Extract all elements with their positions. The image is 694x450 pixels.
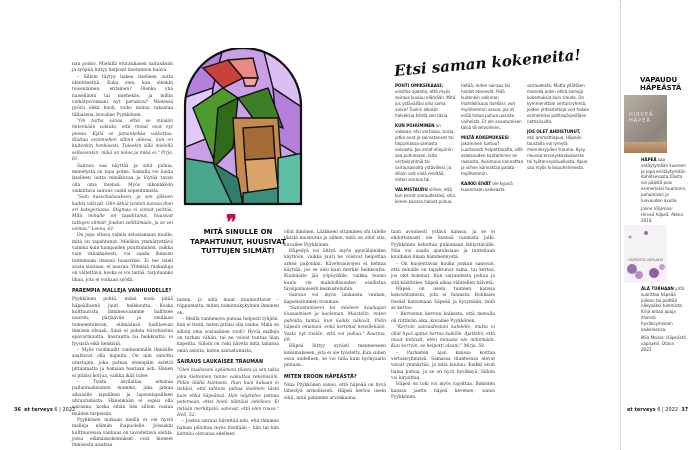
book-blurb-1 <box>641 157 687 224</box>
info-item <box>461 135 523 177</box>
paragraph: Pyykkönen pohtii, miksi moni pitää häpeällisenä juuri heikkoutta. Koska kulttuurista ihminenvaamme hallitsee nuoren, pärjäävän ja omillaan toimeentulevan, elämäänsä hallitsevan ihmisen ideaali. Siinä ei pideta toivottavina epävarmuutta, haurautta tai heikkoutta, ei fyysistä eikä henkistä. <box>72 297 173 347</box>
issue-number: 6 | 2022 <box>54 407 76 413</box>
section-heading: SAIRAUS LAUKAISEE TRAUMAN <box>177 360 264 366</box>
info-item <box>527 129 589 171</box>
info-item <box>527 83 589 125</box>
paragraph: – On huojentavaa kuulla jonkun sanovan, että minulle on tapahtunut sama, tai kertoa, jos olet kokenut. Kun sairaudesta puhuu ja sitä käsittelee, häpeä alkaa vähitellen hälvetä. <box>391 261 495 286</box>
book-blurb-lead: HÄPEÄ <box>641 157 657 162</box>
paragraph: Pyykkösen mukaan meillä ei ole hyviä malleja elämän ihapuolelle. Joissakin kulttuureissa vanhuus on tavoiteltava olotila, jossa elämänkokemukset ovat hioneet ihmisestä aisattaa <box>72 417 173 449</box>
paragraph: – Meillä vanheneva putoaa helposti tyhjiön, kun ei tiedä, miten pitäisi olla vanha. Mikä on silloin oma sosiaalinen rooli? Hyviä malleja on turhan vähän, tai ne voivat tuntua liian kapeilta. Silloin on riski hävetä mitä tahansa omia asioita, kuten sairastumista. <box>177 317 279 354</box>
flower-illustration <box>624 225 667 283</box>
quote-paragraph: "Sain kasvohalvauksen, ja sen jälkeen kaikki näkivät. Olin äkkiä toisten kanssa ihan eri kategoriassa. Stigmaa ei voinut peittää. Mitä minulle on tapahtunut, huusivat tuttujen silmät! Joudun selittämään, ja se vei voimia." Leena, 61. <box>72 195 173 232</box>
paragraph: taan avoimesti ystävä kanssa, ja se ei ehdottomasti ole itsensä tuomista julki. Pyykkönen kehottaa puhumaan lähiystävälle. Niin voi saada ajatuksiaan ja tunteitaan kuulluksi ilman hämmennystä. <box>391 230 495 261</box>
page-number: 36 <box>14 407 21 413</box>
paragraph: ollut ihminen. Lääkkeen ottaminen ohi tulelle tikistä muistutus ja siihen, mitä on ollut olla, kuvailee Pyykkönen. <box>284 230 386 248</box>
info-item <box>395 123 457 183</box>
paragraph: – Toista äärilaitaa edustaa pullantuoksuinen mummo, joka jatkaa aikuisille lapsilleen ja lapsenlapsilleen uhrautumista. Hänenkään ei sopisi olla sairaana, koska eihän hän silloin vastaa muiden tarpeisiin. <box>72 379 173 417</box>
info-item-lead: KAIKKI EIVÄT <box>461 181 492 186</box>
quote-paragraph: "Sairastamiseni toi mieleen kouluajan kiusaamisen ja kaoleman. Muistelin, miten pahoilta tuntui, kun kaikki näkivät. Pidin häpeän omanani, enkä kertonut kenellekään. Vasta nyt tiedän, että voi puhua." Kaarina, 69. <box>284 306 386 343</box>
article-column-2 <box>177 298 279 438</box>
paragraph: Häpeä on toki voi myös rajoittaa. Ihmisten kanssa jaettu häpeä kevenee, sanoo Pyykkönen. <box>391 382 495 400</box>
info-item-text: siihen, että kun kerrot sairaudestasi, sille, kenen kanssa haluat puhua. <box>395 187 457 204</box>
article-column-1 <box>72 62 173 450</box>
quote-paragraph: "Olen huolissani sydämeni tilasta ja sen takia joku kielteinen tunne vaikuttaa tekemisiini. Pidän täällä kuntoani. Ihan kuin kukaan ei tietäisi, että tahtoisi puhua itselleen tästä kuin ehkä häpeänsä. Hän näyttelee potnaa potemaan, ettei heitä nähtäisi edelleen. Ei mitään merkitystä, sanovat, että olen rouva." Heli, 52. <box>177 368 279 418</box>
info-item-lead: POHTI OMIKSIKAASI: <box>395 83 443 88</box>
paragraph: nan poisto. Miehillä eturauhasen sairauksiin ja syöpiin liittyy helposti itsetunnon haava. <box>72 62 173 74</box>
book-blurb-lead: ÄLÄ TURHAAN <box>641 286 674 291</box>
book-cover-title: HIRVEÄ HÄPEÄ <box>629 112 654 124</box>
info-item-lead: MILTÄ KOKEMUKSESI <box>461 135 509 140</box>
paragraph: – Silloin täytyy hakea itselleen uutta identiteettiä. Kuka olen, kun olenkin toisenlainen, erilainen? Olenko yhä naisellinen tai miehekäs, ja mihin viehätysvoimani nyt perustuu? Mielessä pyörii ehkä huoli, voiko minua rakastaa tällaisena, kuvailee Pyykkönen. <box>72 74 173 118</box>
info-item-lead: VALMISTAUDU <box>395 187 428 192</box>
paragraph: Häpeä on usein tunteen kanssa kokoontumista, jota ei tunnista. Rohkaise itseäsi katsomaan häpeää ja kysymään, mitä se kertoo. <box>391 287 495 312</box>
article-column-3 <box>284 230 386 402</box>
article-column-4 <box>391 230 495 401</box>
info-item-text: voisitko ajatella, että myös sairaus kuuluu elämään. Mitä jos ystävälläsi olisi sama vaiva? Tuskin alkaisit halveksia häntä sen takia. <box>395 89 456 118</box>
quote-mark-icon: ❞ <box>226 210 237 234</box>
book-blurb-text: yritä suorittaa häpeää piiloon tai peittää näkyväksi tulemista. Kirja antaa apuja itsensä hyväksymiseen kaikkinensa. <box>641 286 685 332</box>
paragraph: Sairaus saa näyttää ja siitä puhua, menetystä on lupa potea. Samalla voi luoda itselleen uutta minäkuvaa ja löytää tavan olla oma itsensä. Myös ulkonäköön vaikuttava sairaus vaatii sopeutumista. <box>72 163 173 194</box>
sidebar-title: VAPAUDU HÄPEÄSTÄ <box>640 76 682 92</box>
paragraph: Häpeilyä voi liittyä myös apuvälineiden käyttöön, vaikka juuri ne voisivat helpottaa arkea paljonkin. Kävelysauvojen ei kehtaa käyttää, jos se olisi kuin merkki heikkoutta. Kuulolaite jää yöpöydälle, vaikka huono kuulo vie mahdollisuuden osallistua täysipainoisesti keskusteluihin. <box>284 249 386 293</box>
book-cover-title: HÄPEÄSTÄ VAPAAKSI <box>627 258 664 262</box>
book-blurb-text: saa vetäytymään kuoreen ja jopa eristäytymään. Kahlitsevasta tilasta voi päästä pois esimerkiksi huumorin, puhumisen ja luovuuden avulla. <box>641 157 687 203</box>
quote-paragraph: "Kerroin sairaudestani kahdelle, mutta ei ollut hyvä ajatus kertoa kaikille. Ajattelin, että muut tietävät, ettei minusta ole mihinkään. Kun kerroin, se helpotti oloani." Mirja, 58. <box>391 325 495 350</box>
book-cover-floor <box>624 142 667 153</box>
section-heading: PAREMPIA MALLEJA VANHUUDELLE? <box>72 289 172 295</box>
info-item-text: jakaminen tuntuu? Luultavasti helpottavalta, sillä salaisuuden kantaminen on raskasta. Avoimuus kannattaa ja siihen kannattaa palata myöhemmin. <box>461 141 523 176</box>
paragraph: – Myös ruolimallit vanhenemille ihmisille saattavat olla kapeita. On niin sanottu urastujen, joka patnaa eteenpäin estetöi pittaamatta ja hamaan hautaan asti. Hänen ei pitäisi horjua, vaikka ikää tulee. <box>72 348 173 379</box>
paragraph: Sairaus voi myös laukaista vanhan, kapseloituneen trauman. <box>284 293 386 305</box>
paragraph: – Parhaiten ajan kanssa koittaa vertaisryhmissä. Samassa tilanteessa olevat voivat ymmärtää, ja mitä kuuluu. Kaikki eivät halua puhua, ja se on hyvä hyväksyä. Silloin voi kirjoittaa. <box>391 350 495 381</box>
info-item <box>461 181 523 193</box>
info-item <box>395 187 457 205</box>
paragraph: – Kerrosten kerroin kaikesta, että menulla oli riittävän aika, kuvailee Pyykkönen. <box>391 312 495 324</box>
book-citation: Janne Viljamaa: Hirveä häpeä. Atena 2018. <box>641 206 684 223</box>
section-heading: MITEN EROON HÄPEÄSTÄ? <box>284 374 357 380</box>
pull-quote: MITÄ SINULLE ON TAPAHTUNUT, HUUSIVAT TUTTUJEN SILMÄT! <box>190 228 286 255</box>
info-box-column-2 <box>461 83 523 197</box>
magazine-name: et terveys <box>627 407 656 413</box>
stained-glass-illustration <box>183 48 303 206</box>
info-item <box>395 83 457 119</box>
info-item-text: tietää, miten sairaus tai hoidot etenevät. Pidä kuitenkin valinnan mahdollisuus itselläsi: voit myöhemmin sanoa, jos et enää halua puhua uusista vaiheista. Et ole avautumisen takia tilivelvollinen. <box>461 83 522 130</box>
book-blurb-2 <box>641 286 687 353</box>
info-item-text: sairaudesta. Mutta yllättäen monella onkin ehkä samoja kokemuksia kuin sinulla. On kymmenittäin vertaisryhmiä, joiden yhteistietoja voit hakea esimerkiksi potilasjärjestöjen nettisivuilta. <box>527 83 589 124</box>
book-cover-hapeasta-vapaaksi <box>624 225 667 283</box>
info-item <box>461 83 523 131</box>
paragraph: Häpeä liittyy syvästi menneeseen kokemukseen, jota ei ole työstetty. Kun siihen osuu uudelleen, se voi tulla kuin hyökyaalto pintaan. <box>284 344 386 369</box>
page-number: 37 <box>681 407 689 413</box>
info-box-column-1 <box>395 83 457 209</box>
info-item-text: etsi ammattiapua. Häpeän taustalla voi lymytä menneisyyden trauma. Kysy neuvoa terveyskeskuksesta tai työterveyshuollosta. Apua saa myös kriisipuhelimesta. <box>527 135 588 170</box>
paragraph: Nina Pyykkönen sanoo, että häpeää on hyvä lähestyä armollisesti. Häpeä kertoo usein siitä, mitä pidämme arvokkaana. <box>284 382 386 401</box>
info-item-lead: JOS OLET AHDISTUNUT, <box>527 129 581 134</box>
page-footer-left <box>14 407 75 413</box>
paragraph: On jopa oltava valmis selostamaan muille, mitä on tapahtunut. Mielikin ymmärrettävä vamma kuin hampaiden puuttuminen, vaikka vain väliaikaisesti, voi saada ihmisen tuntemaan itsensä luuseriksi. Ei tee mieli avata suutaan, ei nauraa. Yhteisiä ruokailuja on vältettävä, koska ei voi tietää, tarjotaanko lihaa, jota ei voikaan syödä. <box>72 233 173 283</box>
info-box-title: Etsi saman kokeneita! <box>393 45 582 80</box>
book-cover-hirvea-hapea <box>624 95 667 153</box>
quote-paragraph: "On turha sanoa, ettei se minään mitenkään vaikuta, että rinnat ovat nyt poissa. Kyllä se jumankekka vaikuttaa. Sluttaa aviomiehen silloin ollessa, kun on kuitenkin henkisesti. Tuleekin sillä mielellä sellaisenkin, mikä on noloa ja mikä ei." Pirjo, 61. <box>72 119 173 163</box>
info-item-lead: KUN PUHUMINEN <box>395 123 435 128</box>
info-box-column-3 <box>527 83 589 175</box>
paragraph: taisen, ja siitä muut kunnioittavat – riippumatta, miten toimintakykyinen ihminen on. <box>177 298 279 316</box>
issue-number: 6 | 2022 <box>657 407 679 413</box>
page-footer-right <box>627 407 688 413</box>
info-item-text: on vaikeaa, etsi vertaisia, toisia, jotka ovat jo sairastaneet tai toipumassa samasta vaivasta. Jos omat elinpiiriin saa puhumaan, laita vertaisryhmiä tai sairausasioita ystävillesi, ja silloin voit vielä mieltää, miten sairaus tai <box>395 123 455 182</box>
book-citation: Miia Moisio: Häpeästä vapaaksi. Otava 2021. <box>641 335 686 352</box>
magazine-name: et terveys <box>24 407 53 413</box>
info-item-text: ole kypsiä kuulemaan vaikeasta <box>461 181 513 192</box>
paragraph: – Joskus sairaus hävettää niin, että ihminen haluaa piilottaa myös itseltään – hän tai hän kotteloi olevansa edelleen <box>177 419 279 437</box>
